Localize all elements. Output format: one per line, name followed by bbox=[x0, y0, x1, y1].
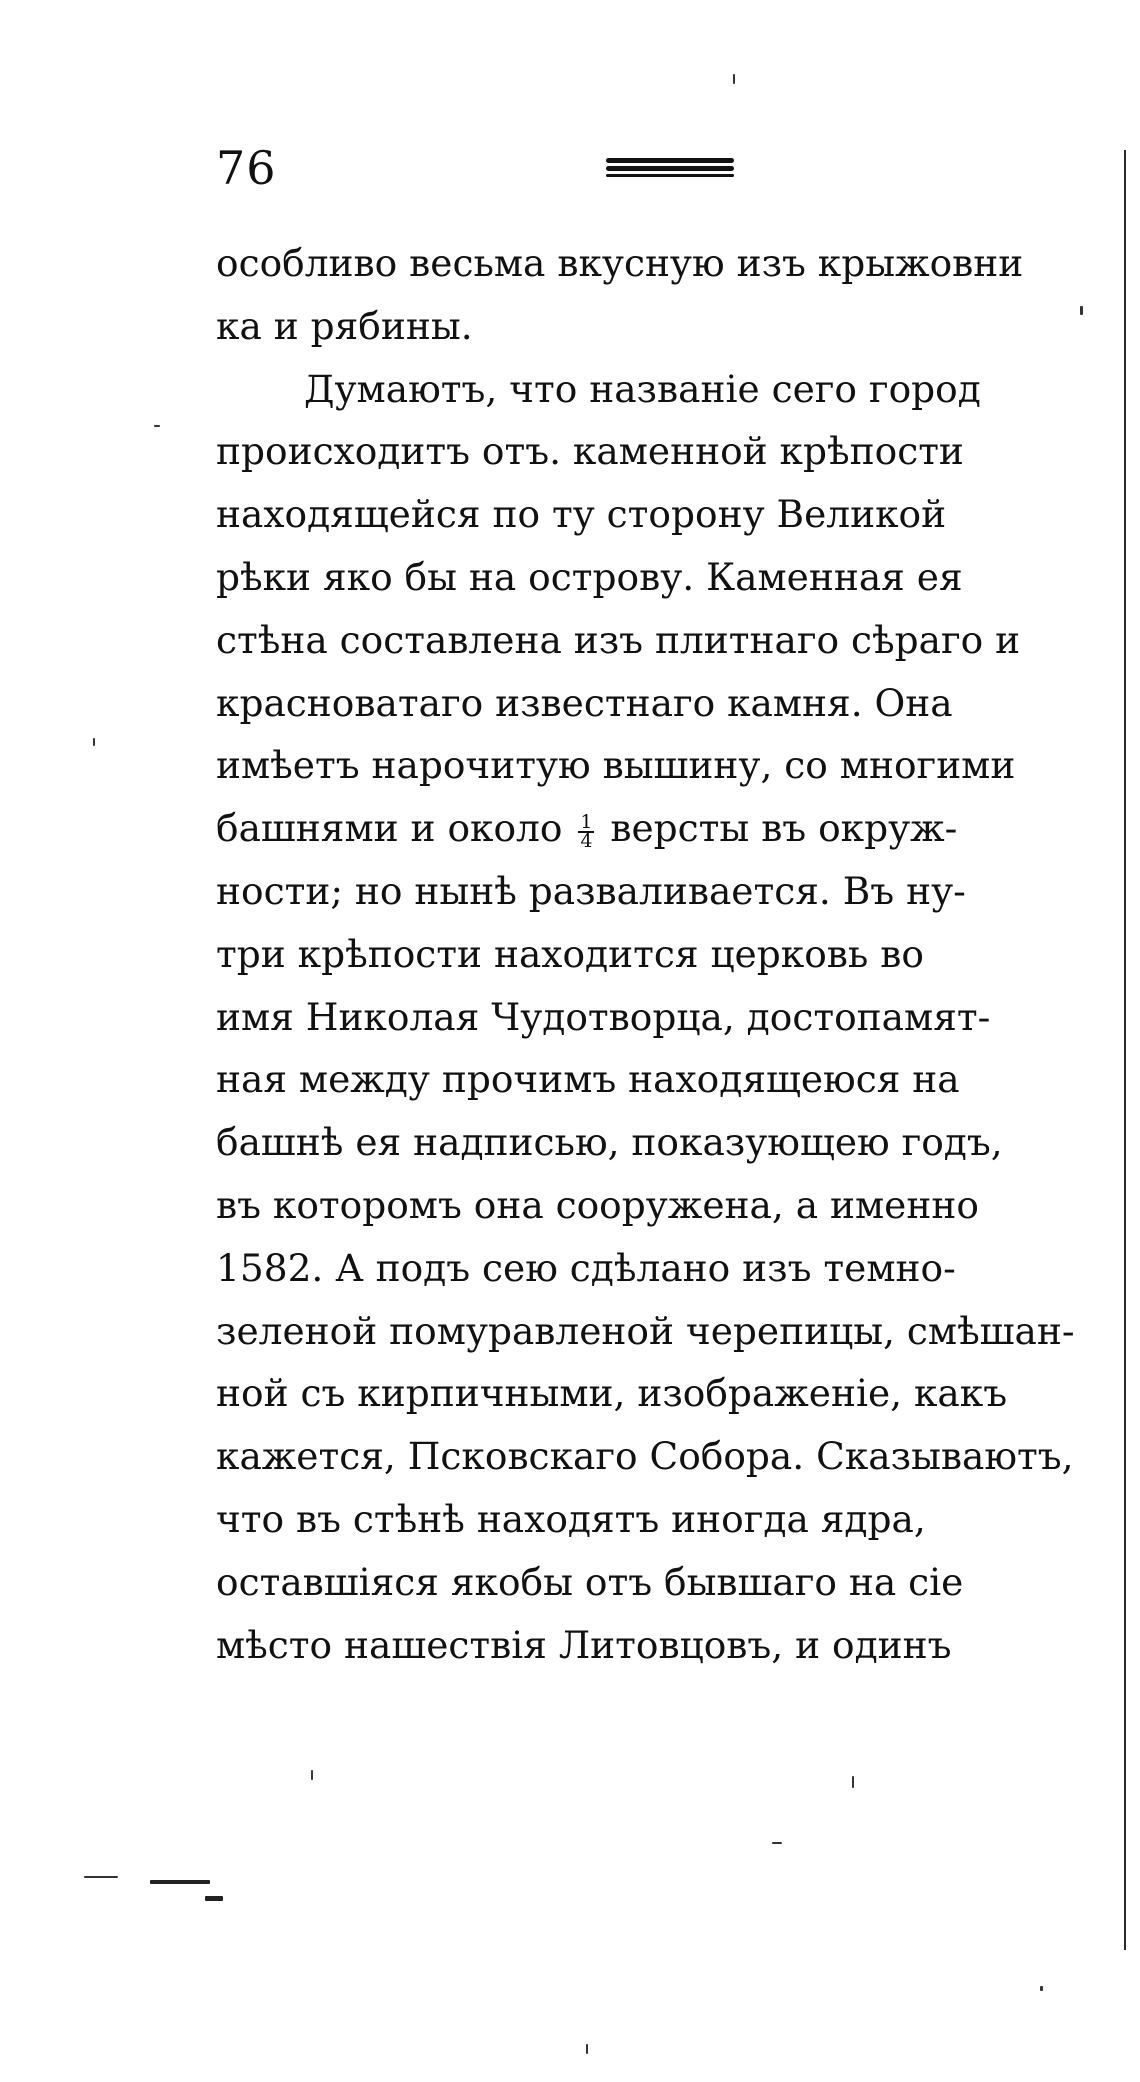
text-line: особливо весьма вкусную изъ крыжовни bbox=[216, 241, 1024, 285]
text-line: ка и рябины. bbox=[216, 303, 473, 348]
text-line: зеленой помуравленой черепицы, смѣшан- bbox=[216, 1308, 1075, 1353]
scan-speck bbox=[154, 425, 160, 427]
scan-speck bbox=[1080, 306, 1083, 315]
text-line: имѣетъ нарочитую вышину, со многими bbox=[216, 743, 1016, 788]
text-line: кажется, Псковскаго Собора. Сказываютъ, bbox=[216, 1434, 1074, 1479]
fraction-denominator: 4 bbox=[580, 829, 593, 852]
text-line: что въ стѣнѣ находятъ иногда ядра, bbox=[216, 1496, 926, 1541]
scan-speck bbox=[1040, 1986, 1043, 1991]
text-segment: башнями и около bbox=[216, 806, 575, 851]
text-line: рѣки яко бы на острову. Каменная ея bbox=[216, 554, 963, 599]
scan-speck bbox=[205, 1896, 223, 1901]
header-ornament-rule bbox=[606, 158, 734, 178]
text-line: стѣна составлена изъ плитнаго сѣраго и bbox=[216, 617, 1021, 662]
paragraph-start-line: Думаютъ, что названiе сего город bbox=[304, 366, 981, 411]
scan-speck bbox=[93, 738, 95, 746]
scan-speck bbox=[733, 74, 735, 84]
text-line: имя Николая Чудотворца, достопамят- bbox=[216, 994, 991, 1039]
text-line: 1582. А подъ сею сдѣлано изъ темно- bbox=[216, 1245, 956, 1290]
scan-speck bbox=[852, 1776, 854, 1788]
text-line: три крѣпости находится церковь во bbox=[216, 931, 924, 976]
scan-speck bbox=[311, 1770, 313, 1780]
text-line: находящейся по ту сторону Великой bbox=[216, 492, 947, 537]
text-line: мѣсто нашествiя Литовцовъ, и одинъ bbox=[216, 1622, 952, 1667]
text-line: оставшiяся якобы отъ бывшаго на сiе bbox=[216, 1559, 964, 1604]
fraction-one-quarter bbox=[578, 810, 594, 852]
text-segment: версты въ окруж- bbox=[598, 806, 958, 851]
body-text bbox=[216, 232, 1126, 1676]
text-line: ности; но нынѣ разваливается. Въ ну- bbox=[216, 868, 966, 913]
scan-speck bbox=[150, 1880, 210, 1884]
text-line: происходитъ отъ. каменной крѣпости bbox=[216, 429, 964, 474]
text-line: красноватаго известнаго камня. Она bbox=[216, 680, 953, 725]
text-line: башнѣ ея надписью, показующею годъ, bbox=[216, 1120, 1003, 1165]
text-line-with-fraction bbox=[216, 797, 1126, 860]
text-line: ная между прочимъ находящеюся на bbox=[216, 1057, 960, 1102]
page-number: 76 bbox=[216, 141, 277, 195]
text-line: въ которомъ она сооружена, а именно bbox=[216, 1182, 979, 1227]
fraction-numerator: 1 bbox=[580, 810, 593, 833]
scan-speck bbox=[84, 1876, 118, 1878]
scan-speck bbox=[586, 2044, 588, 2054]
scan-speck bbox=[772, 1842, 782, 1844]
text-line: ной съ кирпичными, изображенiе, какъ bbox=[216, 1371, 1008, 1416]
